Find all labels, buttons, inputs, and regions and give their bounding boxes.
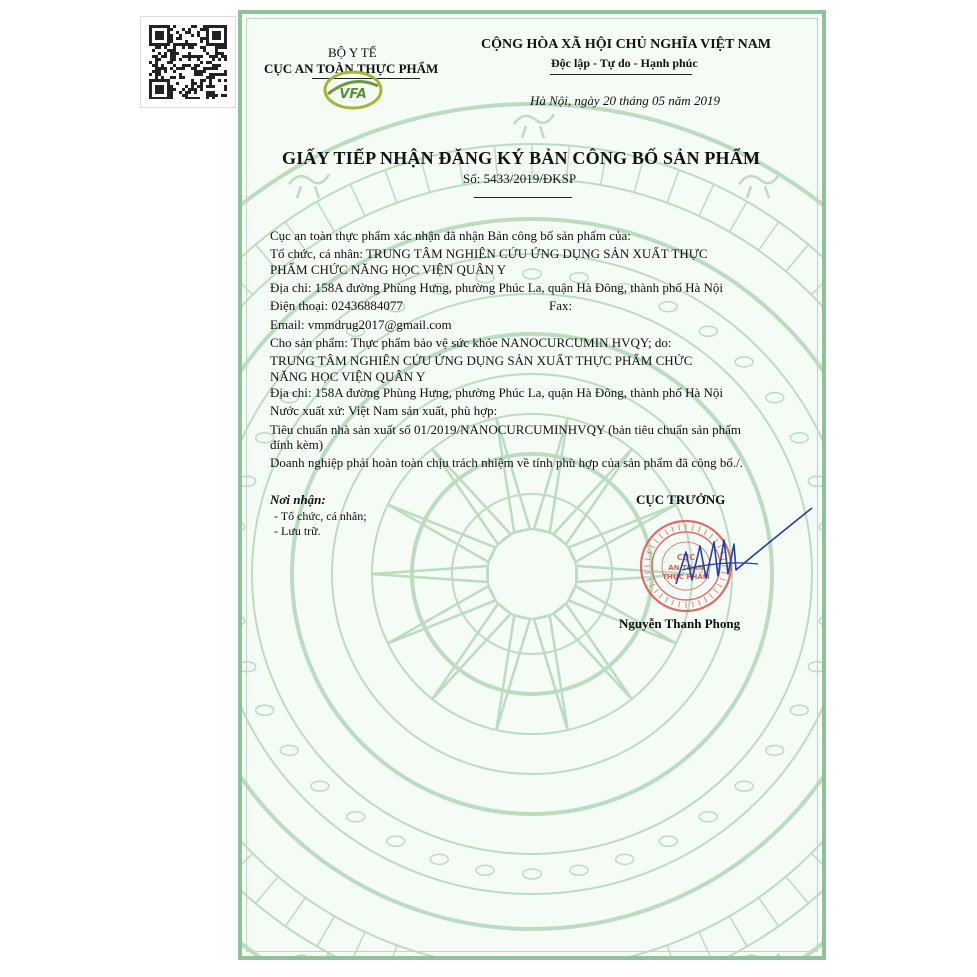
intro-text: Cục an toàn thực phẩm xác nhận đã nhận Bản công bố sản phẩm của:: [270, 228, 631, 243]
signer-position: CỤC TRƯỞNG: [636, 492, 726, 507]
number-underline: [474, 197, 572, 198]
vfa-logo-text: VFA: [339, 87, 367, 102]
product-line: Cho sản phẩm: Thực phẩm bảo vệ sức khỏe NANOCURCUMIN HVQY; do:: [270, 335, 672, 350]
fax-label: Fax:: [549, 298, 573, 313]
recipients-label: Nơi nhận:: [270, 492, 326, 507]
signer-name: Nguyễn Thanh Phong: [619, 616, 741, 631]
organization-line-1: Tổ chức, cá nhân: TRUNG TÂM NGHIÊN CỨU ỨNG DỤNG SẢN XUẤT THỰC: [270, 246, 708, 261]
document-number: Số: 5433/2019/ĐKSP: [463, 171, 577, 186]
manufacturer-address: Địa chỉ: 158A đường Phùng Hưng, phường Phúc La, quận Hà Đông, thành phố Hà Nội: [270, 385, 724, 400]
stamp-line-2: AN TOÀN: [668, 564, 704, 572]
stamp-line-1: CỤC: [676, 553, 696, 562]
manufacturer-line-2: NĂNG HỌC VIỆN QUÂN Y: [270, 369, 426, 384]
email-address: Email: vmmdrug2017@gmail.com: [270, 317, 452, 332]
vfa-logo: [322, 68, 384, 112]
stamp-line-3: THỰC PHẨM: [662, 573, 710, 581]
manufacturer-line-1: TRUNG TÂM NGHIÊN CỨU ỨNG DỤNG SẢN XUẤT THỰC PHẨM CHỨC: [270, 353, 693, 368]
recipient-item: - Lưu trữ.: [274, 524, 321, 538]
motto: Độc lập - Tự do - Hạnh phúc: [551, 56, 698, 70]
handwritten-signature: [662, 500, 822, 600]
responsibility-statement: Doanh nghiệp phải hoàn toàn chịu trách nhiệm về tính phù hợp của sản phẩm đã công bố./.: [270, 455, 743, 470]
organization-line-2: PHẨM CHỨC NĂNG HỌC VIỆN QUÂN Y: [270, 262, 507, 277]
recipient-item: - Tổ chức, cá nhân;: [274, 509, 367, 523]
place-date: Hà Nội, ngày 20 tháng 05 năm 2019: [530, 93, 720, 108]
phone-number: Điện thoại: 02436884077: [270, 298, 403, 313]
qr-code: [140, 16, 236, 108]
certificate-sheet: [238, 10, 826, 960]
agency-name: CỤC AN TOÀN THỰC PHẨM: [264, 61, 439, 76]
standard-line-2: đính kèm): [270, 437, 324, 452]
ministry-name: BỘ Y TẾ: [328, 45, 377, 60]
document-title: GIẤY TIẾP NHẬN ĐĂNG KÝ BẢN CÔNG BỐ SẢN PHẨM: [282, 148, 761, 168]
standard-line-1: Tiêu chuẩn nhà sản xuất số 01/2019/NANOCURCUMINHVQY (bản tiêu chuẩn sản phẩm: [270, 422, 741, 437]
origin-line: Nước xuất xứ: Việt Nam sản xuất, phù hợp:: [270, 403, 498, 418]
country-name: CỘNG HÒA XÃ HỘI CHỦ NGHĨA VIỆT NAM: [481, 37, 772, 52]
organization-address: Địa chỉ: 158A đường Phùng Hưng, phường Phúc La, quận Hà Đông, thành phố Hà Nội: [270, 280, 724, 295]
motto-underline: [550, 74, 692, 75]
